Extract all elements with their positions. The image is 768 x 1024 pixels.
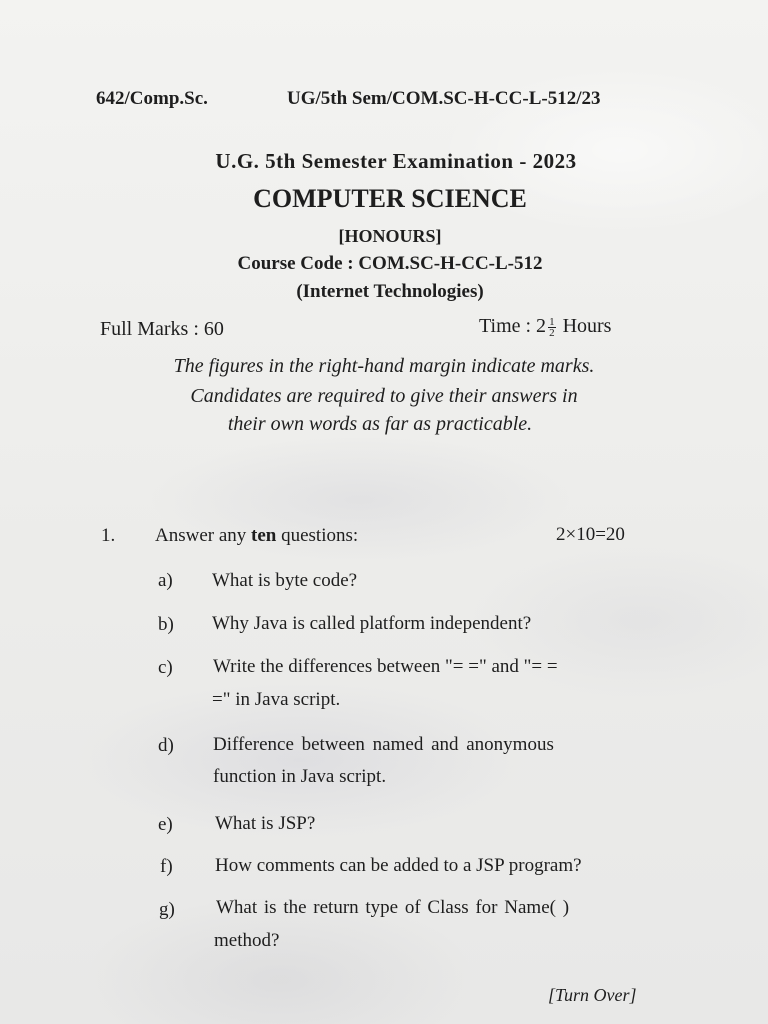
- paper-code: 642/Comp.Sc.: [96, 88, 208, 109]
- part-text: What is JSP?: [215, 813, 316, 834]
- instruction-line-2: Candidates are required to give their answers in: [190, 385, 578, 407]
- part-text-continued: method?: [214, 930, 280, 951]
- full-marks: Full Marks : 60: [100, 318, 224, 340]
- question-prompt: Answer any ten questions:: [155, 525, 359, 546]
- time-label: Time : 2: [479, 315, 547, 337]
- part-label: f): [160, 856, 173, 877]
- part-label: d): [158, 735, 174, 756]
- time-unit: Hours: [562, 315, 612, 337]
- course-reference: UG/5th Sem/COM.SC-H-CC-L-512/23: [287, 88, 601, 109]
- time-fraction: $\frac{1}{2}$: [549, 316, 555, 339]
- part-text: What is byte code?: [212, 570, 358, 591]
- paper-name: (Internet Technologies): [296, 281, 484, 302]
- part-text-continued: =" in Java script.: [212, 689, 341, 710]
- instruction-line-3: their own words as far as practicable.: [227, 413, 533, 435]
- time-allowed: [479, 315, 611, 338]
- part-text: Difference between named and anonymous: [213, 734, 554, 755]
- part-text: How comments can be added to a JSP program?: [215, 855, 582, 876]
- instruction-line-1: The figures in the right-hand margin indicate marks.: [173, 355, 595, 377]
- part-label: a): [158, 570, 173, 591]
- part-label: c): [158, 657, 173, 678]
- honours-label: [HONOURS]: [338, 226, 442, 246]
- part-text-continued: function in Java script.: [213, 766, 387, 787]
- subject-title: COMPUTER SCIENCE: [253, 184, 527, 213]
- course-code: Course Code : COM.SC-H-CC-L-512: [237, 253, 543, 274]
- part-text: What is the return type of Class for Name( ): [216, 897, 570, 918]
- part-text: Why Java is called platform independent?: [212, 613, 532, 634]
- question-number: 1.: [101, 525, 116, 546]
- part-label: b): [158, 614, 174, 635]
- part-label: e): [158, 814, 173, 835]
- question-marks: 2×10=20: [556, 524, 625, 545]
- part-text: Write the differences between "= =" and "= =: [213, 656, 558, 677]
- turn-over-note: [Turn Over]: [548, 985, 637, 1005]
- part-label: g): [159, 899, 175, 920]
- exam-title: U.G. 5th Semester Examination - 2023: [215, 149, 577, 173]
